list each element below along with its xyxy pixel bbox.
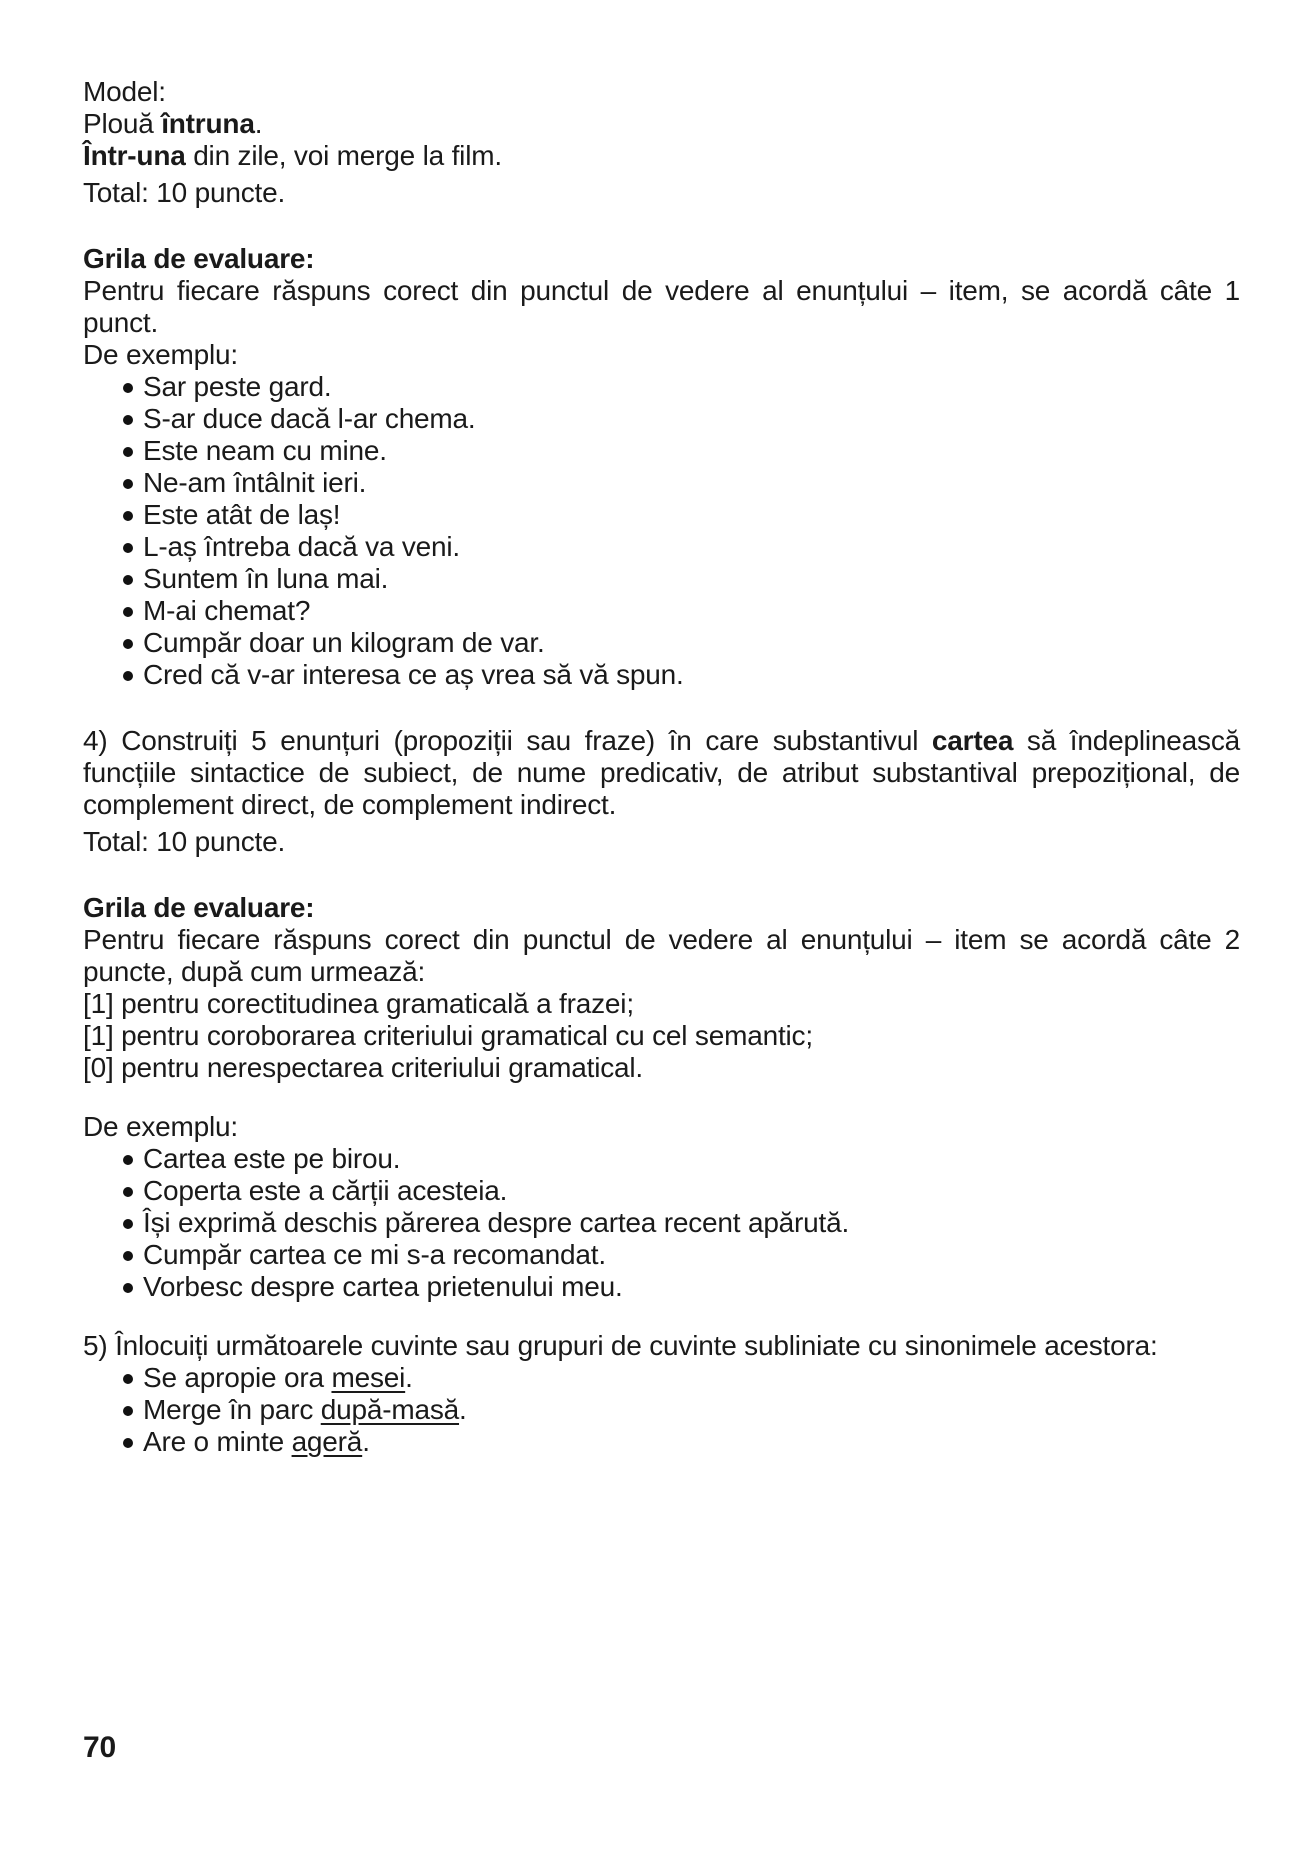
list-item: Cumpăr doar un kilogram de var. [83,627,1240,659]
list-item: L-aș întreba dacă va veni. [83,531,1240,563]
exercise-4-bold-word: cartea [931,725,1014,756]
exercise-5 [83,1330,1240,1458]
grid3-paragraph: Pentru fiecare răspuns corect din punctul de vedere al enunțului – item, se acordă câte 1 punct. [83,275,1240,338]
list-item: Își exprimă deschis părerea despre cartea recent apărută. [83,1207,1240,1239]
list-item [83,1394,1240,1426]
grid3-example-list [83,371,1240,691]
model-example-1-post: . [254,108,263,139]
underlined-word: ageră [291,1426,363,1457]
grid4-paragraph: Pentru fiecare răspuns corect din punctul de vedere al enunțului – item se acordă câte 2 puncte, după cum urmează: [83,924,1240,987]
list-item: Coperta este a cărții acesteia. [83,1175,1240,1207]
grid4-example-list [83,1143,1240,1303]
list-item: Vorbesc despre cartea prietenului meu. [83,1271,1240,1303]
grid3-heading: Grila de evaluare: [83,243,315,274]
list-item: Cartea este pe birou. [83,1143,1240,1175]
model-example-2-text: din zile, voi merge la film. [185,140,502,171]
exercise-5-statement: 5) Înlocuiți următoarele cuvinte sau grupuri de cuvinte subliniate cu sinonimele acestora: [83,1330,1158,1361]
item-text-post: . [405,1362,413,1393]
evaluation-grid-3 [83,243,1240,691]
grid4-criterion: [1] pentru corectitudinea gramaticală a frazei; [83,988,634,1019]
underlined-word: după-masă [320,1394,460,1425]
list-item: S-ar duce dacă l-ar chema. [83,403,1240,435]
list-item: Suntem în luna mai. [83,563,1240,595]
list-item: Cumpăr cartea ce mi s-a recomandat. [83,1239,1240,1271]
list-item: Sar peste gard. [83,371,1240,403]
model-example-1-text: Plouă [83,108,162,139]
total-points-exercise-4: Total: 10 puncte. [83,826,286,857]
grid4-criterion: [0] pentru nerespectarea criteriului gramatical. [83,1052,644,1083]
list-item: Ne-am întâlnit ieri. [83,467,1240,499]
grid4-examples-label: De exemplu: [83,1111,238,1142]
item-text-post: . [362,1426,370,1457]
exercise-4-text: 4) Construiți 5 enunțuri (propoziții sau fraze) în care substantivul [83,725,932,756]
grid4-heading: Grila de evaluare: [83,892,315,923]
evaluation-grid-4 [83,892,1240,1084]
list-item: Este atât de laș! [83,499,1240,531]
grid3-examples-label: De exemplu: [83,339,238,370]
exercise-4-statement [83,725,1240,821]
item-text: Se apropie ora [143,1362,332,1393]
grid4-examples [83,1111,1240,1303]
document-content [83,76,1240,1458]
grid4-criterion: [1] pentru coroborarea criteriului gramatical cu cel semantic; [83,1020,813,1051]
underlined-word: mesei [331,1362,406,1393]
total-points-model: Total: 10 puncte. [83,177,286,208]
page-number: 70 [83,1731,116,1764]
list-item: Cred că v-ar interesa ce aș vrea să vă spun. [83,659,1240,691]
list-item: M-ai chemat? [83,595,1240,627]
exercise-4-text-post: să îndeplinească funcțiile sintactice de subiect, de nume predicativ, de atribut substantival prepozițional, de complement direct, de complement indirect. [83,725,1241,820]
item-text-post: . [459,1394,467,1425]
list-item [83,1426,1240,1458]
model-section [83,76,1240,209]
list-item: Este neam cu mine. [83,435,1240,467]
model-example-1 [83,108,1240,140]
item-text: Are o minte [143,1426,292,1457]
model-example-1-bold: întruna [161,108,255,139]
list-item [83,1362,1240,1394]
exercise-5-list [83,1362,1240,1458]
exercise-4 [83,725,1240,858]
model-example-2-bold: Într-una [83,140,186,171]
item-text: Merge în parc [143,1394,321,1425]
model-example-2 [83,140,1240,172]
model-label: Model: [83,76,166,107]
